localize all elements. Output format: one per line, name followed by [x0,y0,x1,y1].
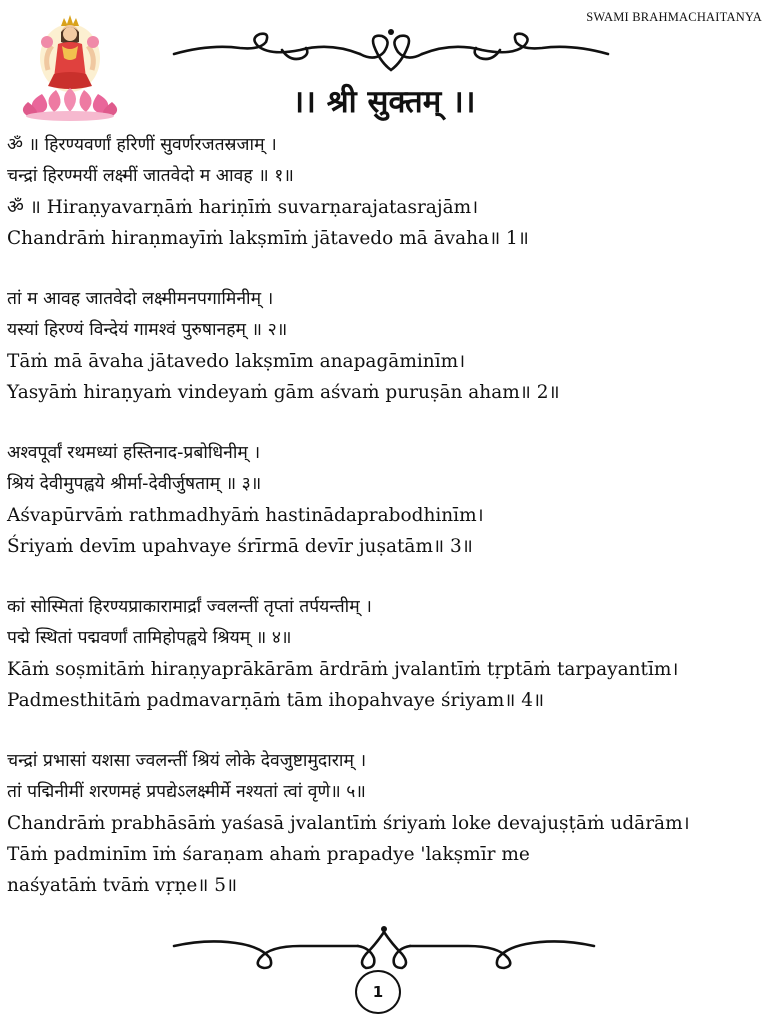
verse-line: श्रियं देवीमुपह्वये श्रीर्मा-देवीर्जुषताम् ॥ ३॥ [7,474,262,494]
verse-2 [7,284,762,408]
verse-line: चन्द्रां हिरण्मयीं लक्ष्मीं जातवेदो म आवह ॥ १॥ [7,166,294,186]
verse-line: Aśvapūrvāṁ rathmadhyāṁ hastinādaprabodhinīm। [7,505,484,526]
verse-5 [7,746,762,901]
verse-line: चन्द्रां प्रभासां यशसा ज्वलन्तीं श्रियं लोके देवजुष्टामुदाराम् । [7,751,367,771]
top-flourish-ornament [170,28,612,82]
verse-line: naśyatāṁ tvāṁ vṛṇe॥ 5॥ [7,875,238,896]
verse-line: Yasyāṁ hiraṇyaṁ vindeyaṁ gām aśvaṁ puruṣān aham॥ 2॥ [7,382,560,403]
verse-4 [7,592,762,716]
verse-line: Chandrāṁ hiraṇmayīṁ lakṣmīṁ jātavedo mā āvaha॥ 1॥ [7,228,529,249]
verse-line: ॐ ॥ हिरण्यवर्णां हरिणीं सुवर्णरजतस्रजाम् । [7,135,277,155]
verses-container [7,130,762,931]
author-name: SWAMI BRAHMACHAITANYA [586,10,762,24]
verse-3 [7,438,762,562]
verse-1 [7,130,762,254]
verse-line: यस्यां हिरण्यं विन्देयं गामश्वं पुरुषानहम् ॥ २॥ [7,320,288,340]
verse-line: Chandrāṁ prabhāsāṁ yaśasā jvalantīṁ śriyaṁ loke devajuṣṭāṁ udārām। [7,813,690,834]
page-number: 1 [355,970,401,1014]
verse-line: Tāṁ mā āvaha jātavedo lakṣmīm anapagāminīm। [7,351,466,372]
verse-line: Tāṁ padminīm īṁ śaraṇam ahaṁ prapadye 'lakṣmīr me [7,844,530,865]
verse-line: Śriyaṁ devīm upahvaye śrīrmā devīr juṣatām॥ 3॥ [7,536,473,557]
verse-line: तां म आवह जातवेदो लक्ष्मीमनपगामिनीम् । [7,289,274,309]
verse-line: Padmesthitāṁ padmavarṇāṁ tām ihopahvaye śriyam॥ 4॥ [7,690,545,711]
verse-line: ॐ ॥ Hiraṇyavarṇāṁ hariṇīṁ suvarṇarajatasrajām। [7,197,479,218]
verse-line: Kāṁ soṣmitāṁ hiraṇyaprākārām ārdrāṁ jvalantīṁ tṛptāṁ tarpayantīm। [7,659,679,680]
verse-line: तां पद्मिनीमीं शरणमहं प्रपद्येऽलक्ष्मीर्मे नश्यतां त्वां वृणे॥ ५॥ [7,782,366,802]
verse-line: पद्मे स्थितां पद्मवर्णां तामिहोपह्वये श्रियम् ॥ ४॥ [7,628,292,648]
bottom-flourish-ornament [170,924,598,976]
verse-line: कां सोस्मितां हिरण्यप्राकारामार्द्रां ज्वलन्तीं तृप्तां तर्पयन्तीम् । [7,597,372,617]
verse-line: अश्वपूर्वां रथमध्यां हस्तिनाद-प्रबोधिनीम् । [7,443,261,463]
page-title: ।। श्री सुक्तम् ।। [292,84,476,120]
